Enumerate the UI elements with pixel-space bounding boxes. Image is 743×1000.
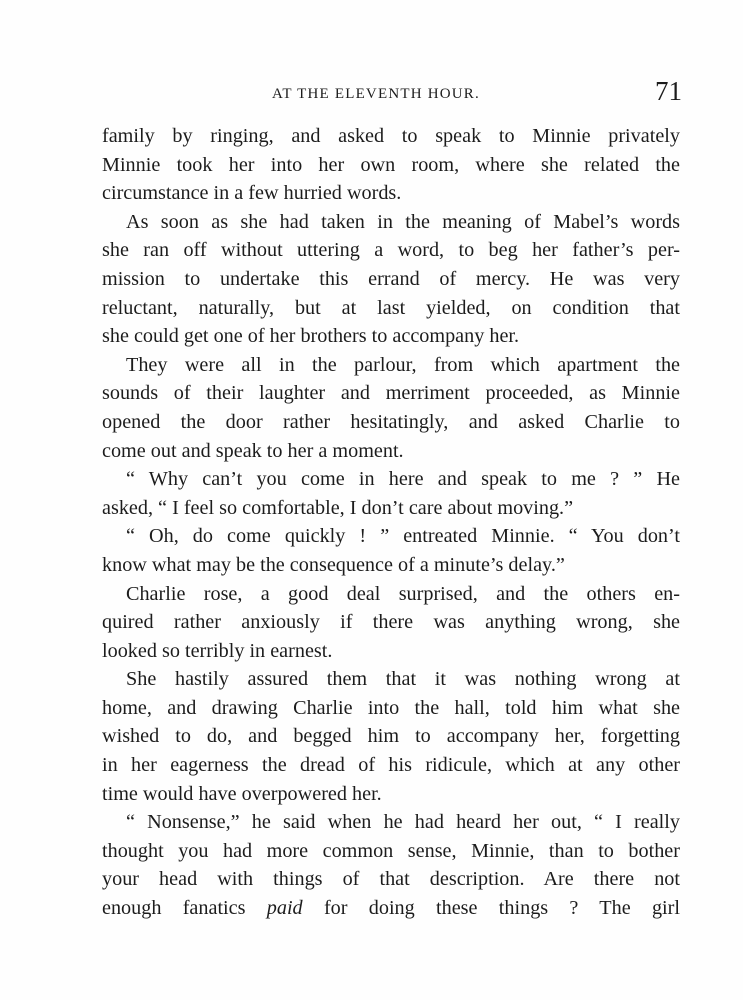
body-text [102, 122, 680, 923]
text-line: looked so terribly in earnest. [102, 639, 333, 662]
text-fragment: for doing these things ? The girl [302, 897, 680, 920]
text-line: opened the door rather hesitatingly, and asked Charlie to [102, 410, 680, 433]
text-line: time would have overpowered her. [102, 782, 382, 805]
text-line: mission to undertake this errand of mercy. He was very [102, 267, 680, 290]
text-line: Minnie took her into her own room, where she related the [102, 153, 680, 176]
text-line: They were all in the parlour, from which apartment the [126, 353, 680, 376]
text-line: she could get one of her brothers to accompany her. [102, 325, 520, 348]
text-line: sounds of their laughter and merriment proceeded, as Minnie [102, 382, 680, 405]
text-line: thought you had more common sense, Minnie, than to bother [102, 839, 680, 862]
text-line: reluctant, naturally, but at last yielded, on condition that [102, 296, 680, 319]
text-line: she ran off without uttering a word, to beg her father’s per- [102, 239, 680, 262]
text-fragment: enough fanatics [102, 897, 267, 920]
text-line-final [102, 894, 680, 923]
text-line: in her eagerness the dread of his ridicule, which at any other [102, 754, 680, 777]
text-line: your head with things of that description. Are there not [102, 868, 680, 891]
text-line: quired rather anxiously if there was anything wrong, she [102, 611, 680, 634]
running-title: AT THE ELEVENTH HOUR. [272, 86, 480, 102]
text-line: As soon as she had taken in the meaning of Mabel’s words [126, 210, 680, 233]
text-line: “ Oh, do come quickly ! ” entreated Minnie. “ You don’t [126, 525, 680, 548]
text-line: asked, “ I feel so comfortable, I don’t care about moving.” [102, 496, 574, 519]
text-line: Charlie rose, a good deal surprised, and the others en- [126, 582, 680, 605]
text-line: come out and speak to her a moment. [102, 439, 404, 462]
text-line: She hastily assured them that it was nothing wrong at [126, 668, 680, 691]
text-line: “ Why can’t you come in here and speak to me ? ” He [126, 468, 680, 491]
running-head [102, 76, 682, 112]
text-line: home, and drawing Charlie into the hall, told him what she [102, 696, 680, 719]
text-line: “ Nonsense,” he said when he had heard her out, “ I really [126, 811, 680, 834]
text-line: wished to do, and begged him to accompany her, forgetting [102, 725, 680, 748]
italic-word: paid [266, 897, 303, 920]
text-line: family by ringing, and asked to speak to Minnie privately [102, 125, 680, 147]
page-number: 71 [655, 76, 682, 106]
text-line: know what may be the consequence of a minute’s delay.” [102, 553, 565, 576]
text-line: circumstance in a few hurried words. [102, 182, 402, 205]
